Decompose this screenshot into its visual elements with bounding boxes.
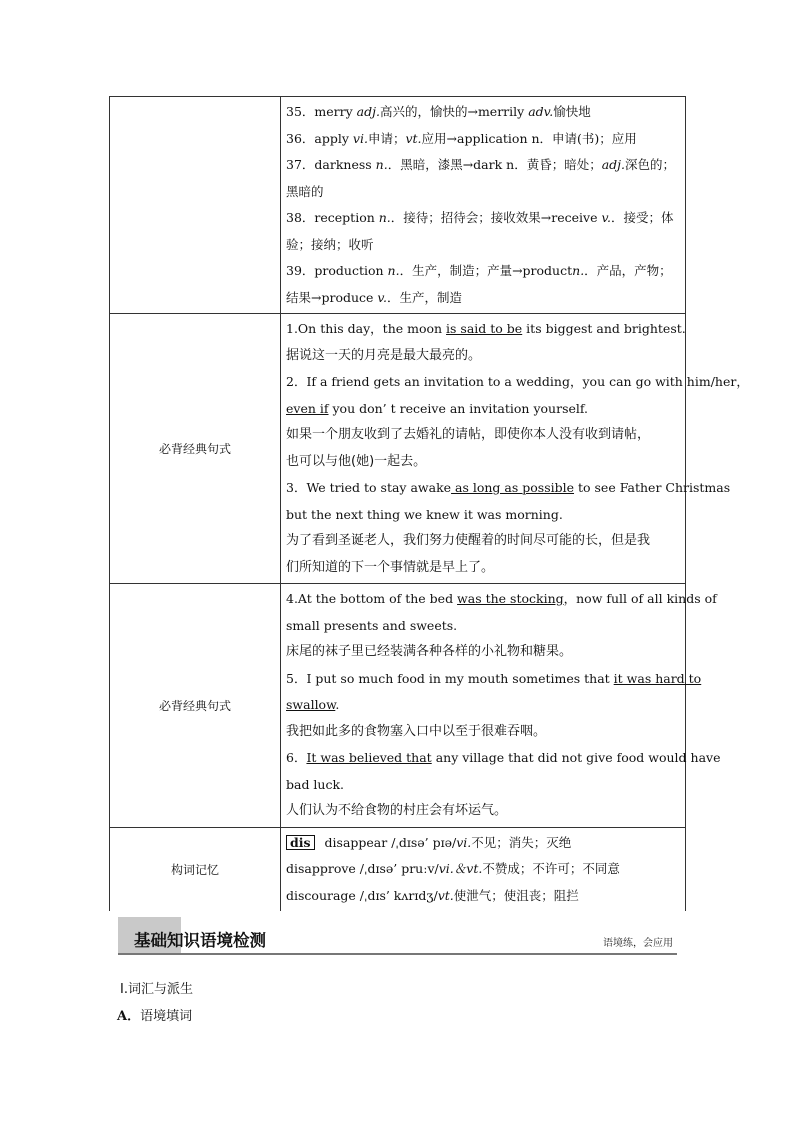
word-formation-row	[110, 827, 686, 911]
part-2-heading: A．语境填词	[117, 1009, 193, 1024]
sentence-content-2	[281, 584, 721, 828]
vocab-line: 36．apply vi.申请；vt.应用→application n．申请(书)；应用	[286, 130, 637, 146]
sentence-4-line-1: 4.At the bottom of the bed was the stocking，now full of all kinds of	[286, 591, 717, 606]
sentence-content-1	[281, 314, 749, 584]
vocab-line: 39．production n.．生产，制造；产量→productn.．产品，产物；	[286, 263, 672, 278]
word-line-2: disapprove /ˌdɪsə’ pruːv/vi.＆vt.不赞成；不许可；不同意	[286, 861, 620, 876]
sentence-row-2	[110, 584, 686, 828]
sentence-1: 1.On this day，the moon is said to be its biggest and brightest.	[286, 321, 686, 336]
vocab-line: 验；接纳；收听	[286, 236, 374, 252]
part-1-heading: Ⅰ.词汇与派生	[120, 982, 193, 997]
sentence-5-translation: 我把如此多的食物塞入口中以至于很难吞咽。	[286, 723, 547, 739]
section-title: 基础知识语境检测	[134, 931, 266, 950]
sentence-row-1	[110, 314, 686, 584]
sentence-6-line-2: bad luck.	[286, 776, 345, 792]
sentence-5-line-2: swallow.	[286, 697, 340, 712]
sentence-label-1: 必背经典句式	[110, 314, 281, 584]
vocab-content-cell	[281, 97, 686, 314]
sentence-2-translation-2: 也可以与他(她)一起去。	[286, 453, 427, 469]
section-subtitle: 语境练，会应用	[603, 938, 673, 949]
sentence-3-translation-1: 为了看到圣诞老人，我们努力使醒着的时间尽可能的长，但是我	[286, 533, 651, 548]
word-formation-content	[281, 827, 686, 911]
sentence-3-line-2: but the next thing we knew it was morning.	[286, 506, 563, 522]
section-header-bar	[118, 917, 677, 955]
vocab-line: 黑暗的	[286, 183, 324, 199]
sentence-2-line-1: 2．If a friend gets an invitation to a wedding，you can go with him/her，	[286, 374, 749, 389]
sentence-4-translation: 床尾的袜子里已经装满各种各样的小礼物和糖果。	[286, 644, 573, 659]
sentence-1-translation: 据说这一天的月亮是最大最亮的。	[286, 347, 482, 363]
word-formation-label: 构词记忆	[110, 827, 281, 911]
word-line-1: dis disappear /ˌdɪsə’ pɪə/vi.不见；消失；灭绝	[286, 830, 681, 857]
sentence-6-translation: 人们认为不给食物的村庄会有坏运气。	[286, 803, 508, 818]
sentence-2-translation-1: 如果一个朋友收到了去婚礼的请帖，即使你本人没有收到请帖，	[286, 427, 651, 442]
sentence-2-line-2: even if you don’ t receive an invitation yourself.	[286, 400, 589, 416]
word-line-3: discourage /ˌdɪs’ kʌrɪdʒ/vt.使泄气；使沮丧；阻拦	[286, 887, 579, 903]
sentence-6-line-1: 6．It was believed that any village that did not give food would have	[286, 750, 721, 765]
vocab-line: 35．merry adj.高兴的，愉快的→merrily adv.愉快地	[286, 104, 591, 119]
vocab-row	[110, 97, 686, 314]
vocab-line: 结果→produce v.．生产，制造	[286, 289, 462, 305]
vocab-line: 37．darkness n.．黑暗，漆黑→dark n．黄昏；暗处；adj.深色的；	[286, 157, 676, 172]
sentence-3-line-1: 3．We tried to stay awake as long as possible to see Father Christmas	[286, 480, 731, 495]
sentence-label-2: 必背经典句式	[110, 584, 281, 828]
sentence-5-line-1: 5．I put so much food in my mouth sometimes that it was hard to	[286, 670, 702, 686]
sentence-3-translation-2: 们所知道的下一个事情就是早上了。	[286, 559, 495, 575]
vocab-label-cell	[110, 97, 281, 314]
sentence-4-line-2: small presents and sweets.	[286, 617, 458, 633]
prefix-box: dis	[286, 835, 315, 850]
content-table	[109, 96, 749, 911]
vocab-line: 38．reception n.．接待；招待会；接收效果→receive v.．接受；体	[286, 210, 674, 225]
